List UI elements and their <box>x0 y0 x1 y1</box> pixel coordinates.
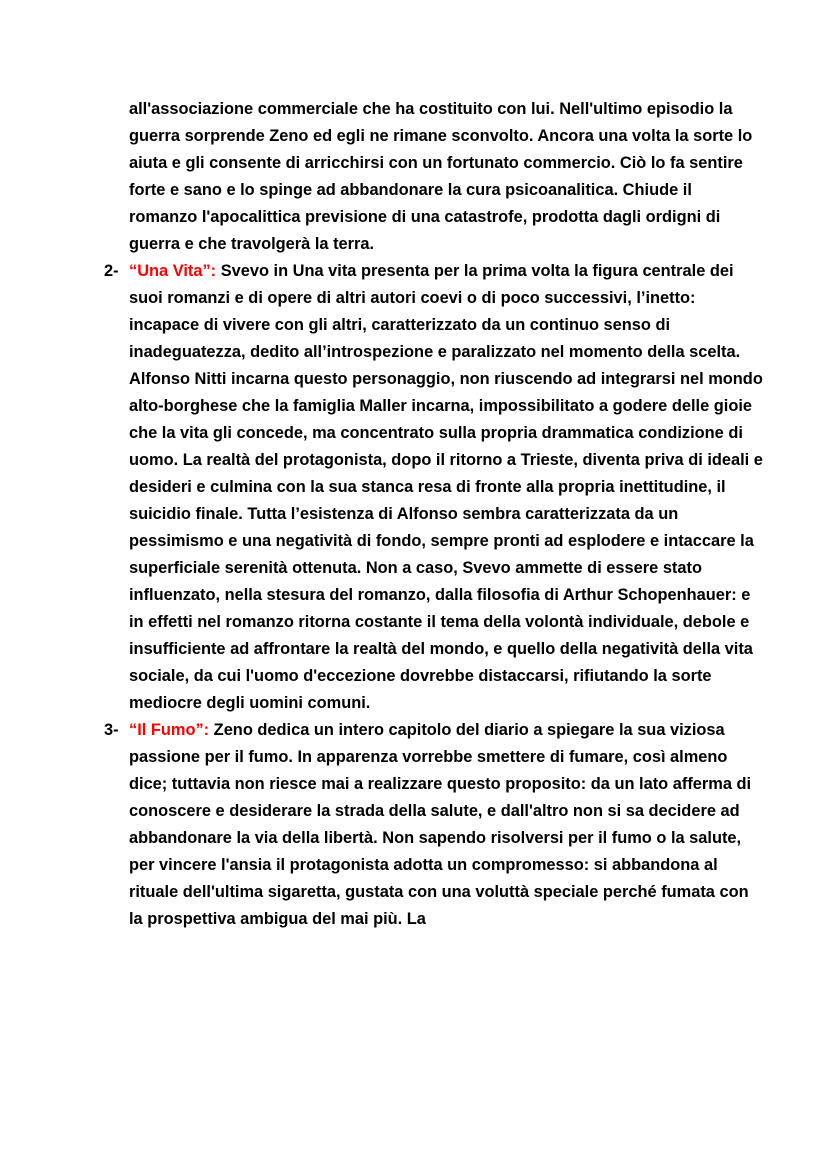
intro-paragraph: all'associazione commerciale che ha costituito con lui. Nell'ultimo episodio la guerra sorprende Zeno ed egli ne rimane sconvolto. Ancora una volta la sorte lo aiuta e gli consente di arricchirsi con un fortunato commercio. Ciò lo fa sentire forte e sano e lo spinge ad abbandonare la cura psicoanalitica. Chiude il romanzo l'apocalittica previsione di una catastrofe, prodotta dagli ordigni di guerra e che travolgerà la terra. <box>129 100 753 253</box>
list-item-number: 3- <box>104 721 119 739</box>
document-body <box>104 96 764 933</box>
list-item-title: “Il Fumo”: <box>129 721 210 739</box>
list-item-body: Zeno dedica un intero capitolo del diario a spiegare la sua viziosa passione per il fumo. In apparenza vorrebbe smettere di fumare, così almeno dice; tuttavia non riesce mai a realizzare questo proposito: da un lato afferma di conoscere e desiderare la strada della salute, e dall'altro non si sa decidere ad abbandonare la via della libertà. Non sapendo risolversi per il fumo o la salute, per vincere l'ansia il protagonista adotta un compromesso: si abbandona al rituale dell'ultima sigaretta, gustata con una voluttà speciale perché fumata con la prospettiva ambigua del mai più. La <box>129 721 752 928</box>
list-item-body: Svevo in Una vita presenta per la prima volta la figura centrale dei suoi romanzi e di opere di altri autori coevi o di poco successivi, l’inetto: incapace di vivere con gli altri, caratterizzato da un continuo senso di inadeguatezza, dedito all’introspezione e paralizzato nel momento della scelta. Alfonso Nitti incarna questo personaggio, non riuscendo ad integrarsi nel mondo alto-borghese che la famiglia Maller incarna, impossibilitato a godere delle gioie che la vita gli concede, ma concentrato sulla propria drammatica condizione di uomo. La realtà del protagonista, dopo il ritorno a Trieste, diventa priva di ideali e desideri e culmina con la sua stanca resa di fronte alla propria inettitudine, il suicidio finale. Tutta l’esistenza di Alfonso sembra caratterizzata da un pessimismo e una negatività di fondo, sempre pronti ad esplodere e intaccare la superficiale serenità ottenuta. Non a caso, Svevo ammette di essere stato influenzato, nella stesura del romanzo, dalla filosofia di Arthur Schopenhauer: e in effetti nel romanzo ritorna costante il tema della volontà individuale, debole e insufficiente ad affrontare la realtà del mondo, e quello della negatività della vita sociale, da cui l'uomo d'eccezione dovrebbe distaccarsi, rifiutando la sorte mediocre degli uomini comuni. <box>129 262 763 712</box>
list-item-number: 2- <box>104 262 119 280</box>
list-item-una-vita <box>104 258 764 717</box>
list-item-il-fumo <box>104 717 764 933</box>
list-item-title: “Una Vita”: <box>129 262 217 280</box>
